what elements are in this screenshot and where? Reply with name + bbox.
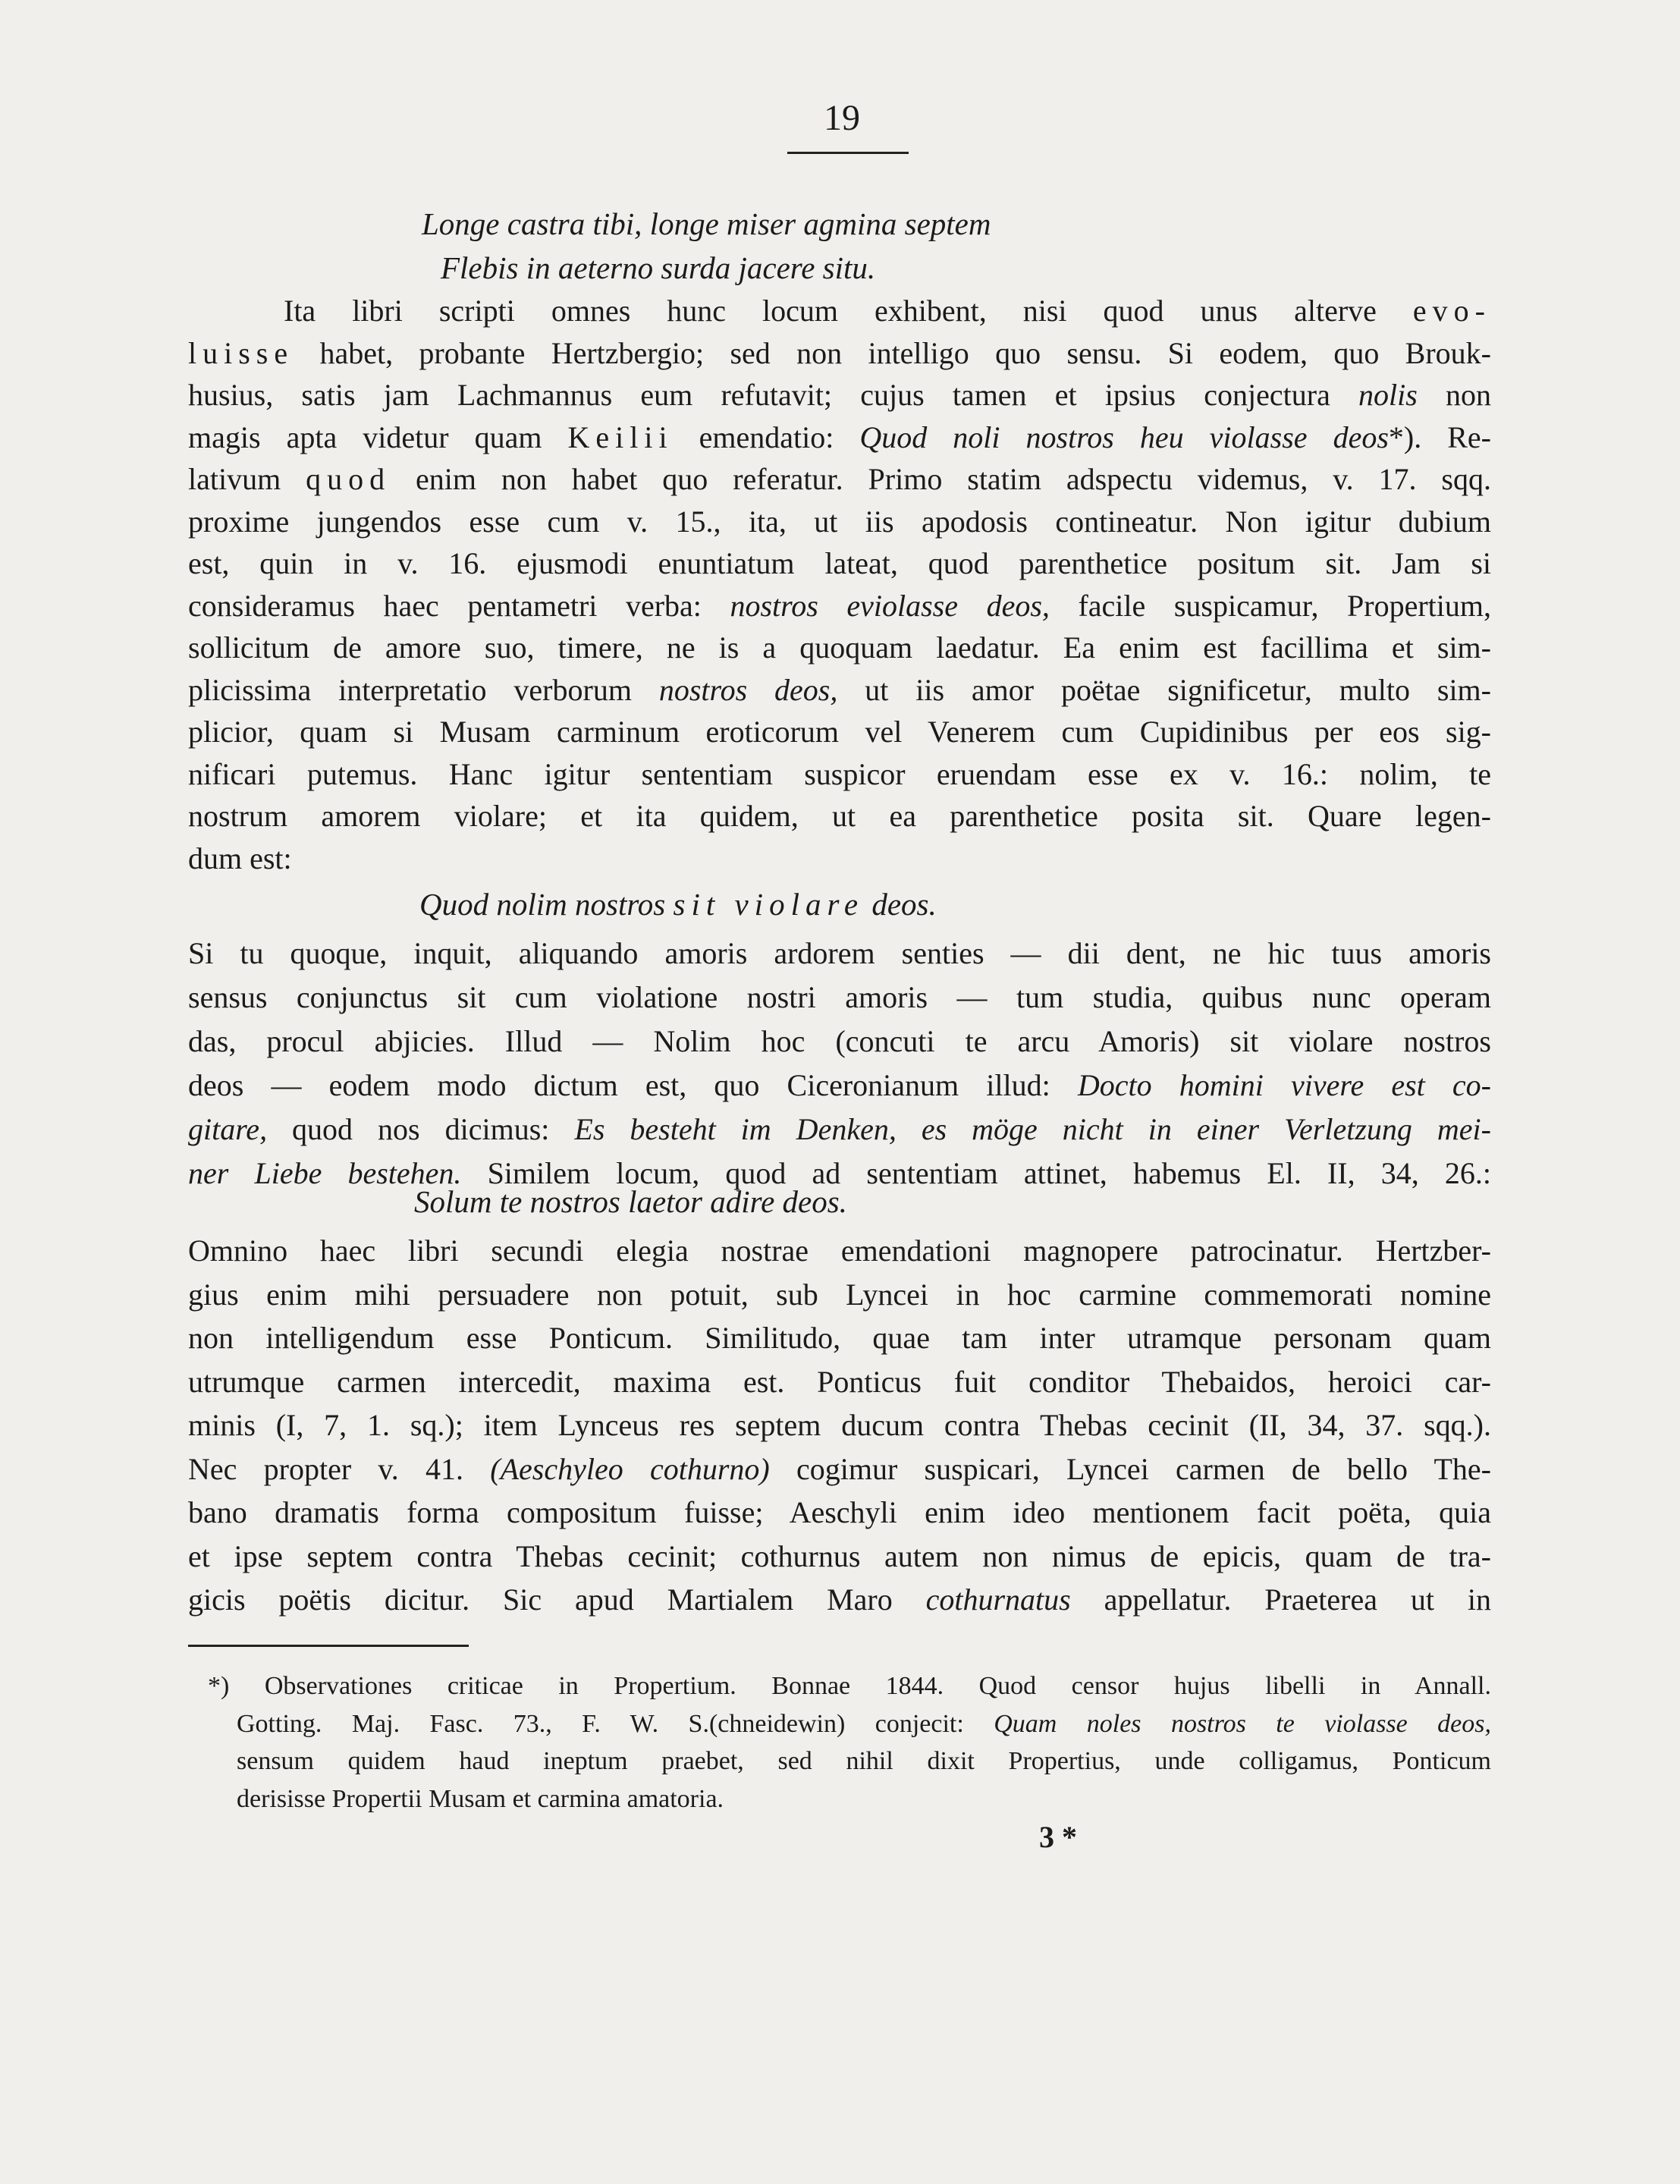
paragraph-line: plicissima interpretatio verborum nostros deos, ut iis amor poëtae significetur, multo sim- [188,672,1491,707]
footnote [188,1667,1491,1818]
paragraph-line: nificari putemus. Hanc igitur sententiam suspicor eruendam esse ex v. 16.: nolim, te [188,756,1491,791]
verse-quotation-middle [188,886,1491,922]
verse-line: Quod nolim nostros sit violare deos. [419,887,937,922]
verse-line-1: Longe castra tibi, longe miser agmina septem [422,206,991,241]
paragraph-line: gitare, quod nos dicimus: Es besteht im Denken, es möge nicht in einer Verletzung mei- [188,1112,1491,1146]
paragraph-line: luisse habet, probante Hertzbergio; sed non intelligo quo sensu. Si eodem, quo Brouk- [188,335,1491,370]
paragraph-line: Si tu quoque, inquit, aliquando amoris ardorem senties — dii dent, ne hic tuus amoris [188,936,1491,970]
paragraph-line: magis apta videtur quam Keilii emendatio: Quod noli nostros heu violasse deos*). Re- [188,420,1491,454]
paragraph-3 [188,1229,1491,1622]
paragraph-line: minis (I, 7, 1. sq.); item Lynceus res septem ducum contra Thebas cecinit (II, 34, 37. sqq.). [188,1408,1491,1442]
signature-mark: 3 * [1039,1820,1077,1854]
paragraph-line: husius, satis jam Lachmannus eum refutavit; cujus tamen et ipsius conjectura nolis non [188,378,1491,412]
paragraph-line: sensus conjunctus sit cum violatione nostri amoris — tum studia, quibus nunc operam [188,980,1491,1014]
paragraph-line: utrumque carmen intercedit, maxima est. Ponticus fuit conditor Thebaidos, heroici car- [188,1364,1491,1399]
footnote-line: sensum quidem haud ineptum praebet, sed nihil dixit Propertius, unde colligamus, Ponticum [237,1747,1491,1775]
verse-line-2: Flebis in aeterno surda jacere situ. [441,250,876,285]
paragraph-line: ner Liebe bestehen. Similem locum, quod ad sententiam attinet, habemus El. II, 34, 26.: [188,1156,1491,1190]
paragraph-2 [188,932,1491,1196]
verse-quotation-low [188,1183,1491,1220]
header-rule [787,152,909,154]
paragraph-line: Nec propter v. 41. (Aeschyleo cothurno) cogimur suspicari, Lyncei carmen de bello The- [188,1451,1491,1486]
footnote-line: derisisse Propertii Musam et carmina amatoria. [237,1784,724,1813]
paragraph-line: est, quin in v. 16. ejusmodi enuntiatum lateat, quod parenthetice positum sit. Jam si [188,546,1491,580]
paragraph-line: gius enim mihi persuadere non potuit, sub Lyncei in hoc carmine commemorati nomine [188,1277,1491,1312]
page-number: 19 [824,98,860,138]
verse-quotation-top [188,202,1491,290]
footnote-line: Gotting. Maj. Fasc. 73., F. W. S.(chneidewin) conjecit: Quam noles nostros te violasse deos, [237,1709,1491,1738]
paragraph-line: consideramus haec pentametri verba: nostros eviolasse deos, facile suspicamur, Propertium, [188,588,1492,623]
paragraph-line: bano dramatis forma compositum fuisse; Aeschyli enim ideo mentionem facit poëta, quia [188,1495,1491,1529]
paragraph-line: gicis poëtis dicitur. Sic apud Martialem Maro cothurnatus appellatur. Praeterea ut in [188,1582,1491,1617]
footnote-rule [188,1645,469,1647]
paragraph-line: lativum quod enim non habet quo referatur. Primo statim adspectu videmus, v. 17. sqq. [188,462,1491,496]
paragraph-line: proxime jungendos esse cum v. 15., ita, ut iis apodosis contineatur. Non igitur dubium [188,504,1491,539]
paragraph-line: nostrum amorem violare; et ita quidem, ut ea parenthetice posita sit. Quare legen- [188,799,1491,833]
paragraph-line: plicior, quam si Musam carminum eroticorum vel Venerem cum Cupidinibus per eos sig- [188,715,1491,749]
footnote-line: *) Observationes criticae in Propertium. Bonnae 1844. Quod censor hujus libelli in Annall. [208,1672,1491,1700]
paragraph-line: deos — eodem modo dictum est, quo Ciceronianum illud: Docto homini vivere est co- [188,1068,1491,1102]
paragraph-line: sollicitum de amore suo, timere, ne is a quoquam laedatur. Ea enim est facillima et sim- [188,630,1491,665]
paragraph-1 [188,290,1491,879]
paragraph-line: das, procul abjicies. Illud — Nolim hoc (concuti te arcu Amoris) sit violare nostros [188,1024,1491,1058]
paragraph-line: dum est: [188,841,292,875]
paragraph-line: non intelligendum esse Ponticum. Similitudo, quae tam inter utramque personam quam [188,1321,1491,1355]
verse-line: Solum te nostros laetor adire deos. [414,1184,847,1219]
paragraph-line: Ita libri scripti omnes hunc locum exhibent, nisi quod unus alterve evo- [284,294,1491,328]
paragraph-line: et ipse septem contra Thebas cecinit; cothurnus autem non nimus de epicis, quam de tra- [188,1538,1491,1573]
paragraph-line: Omnino haec libri secundi elegia nostrae emendationi magnopere patrocinatur. Hertzber- [188,1233,1491,1268]
